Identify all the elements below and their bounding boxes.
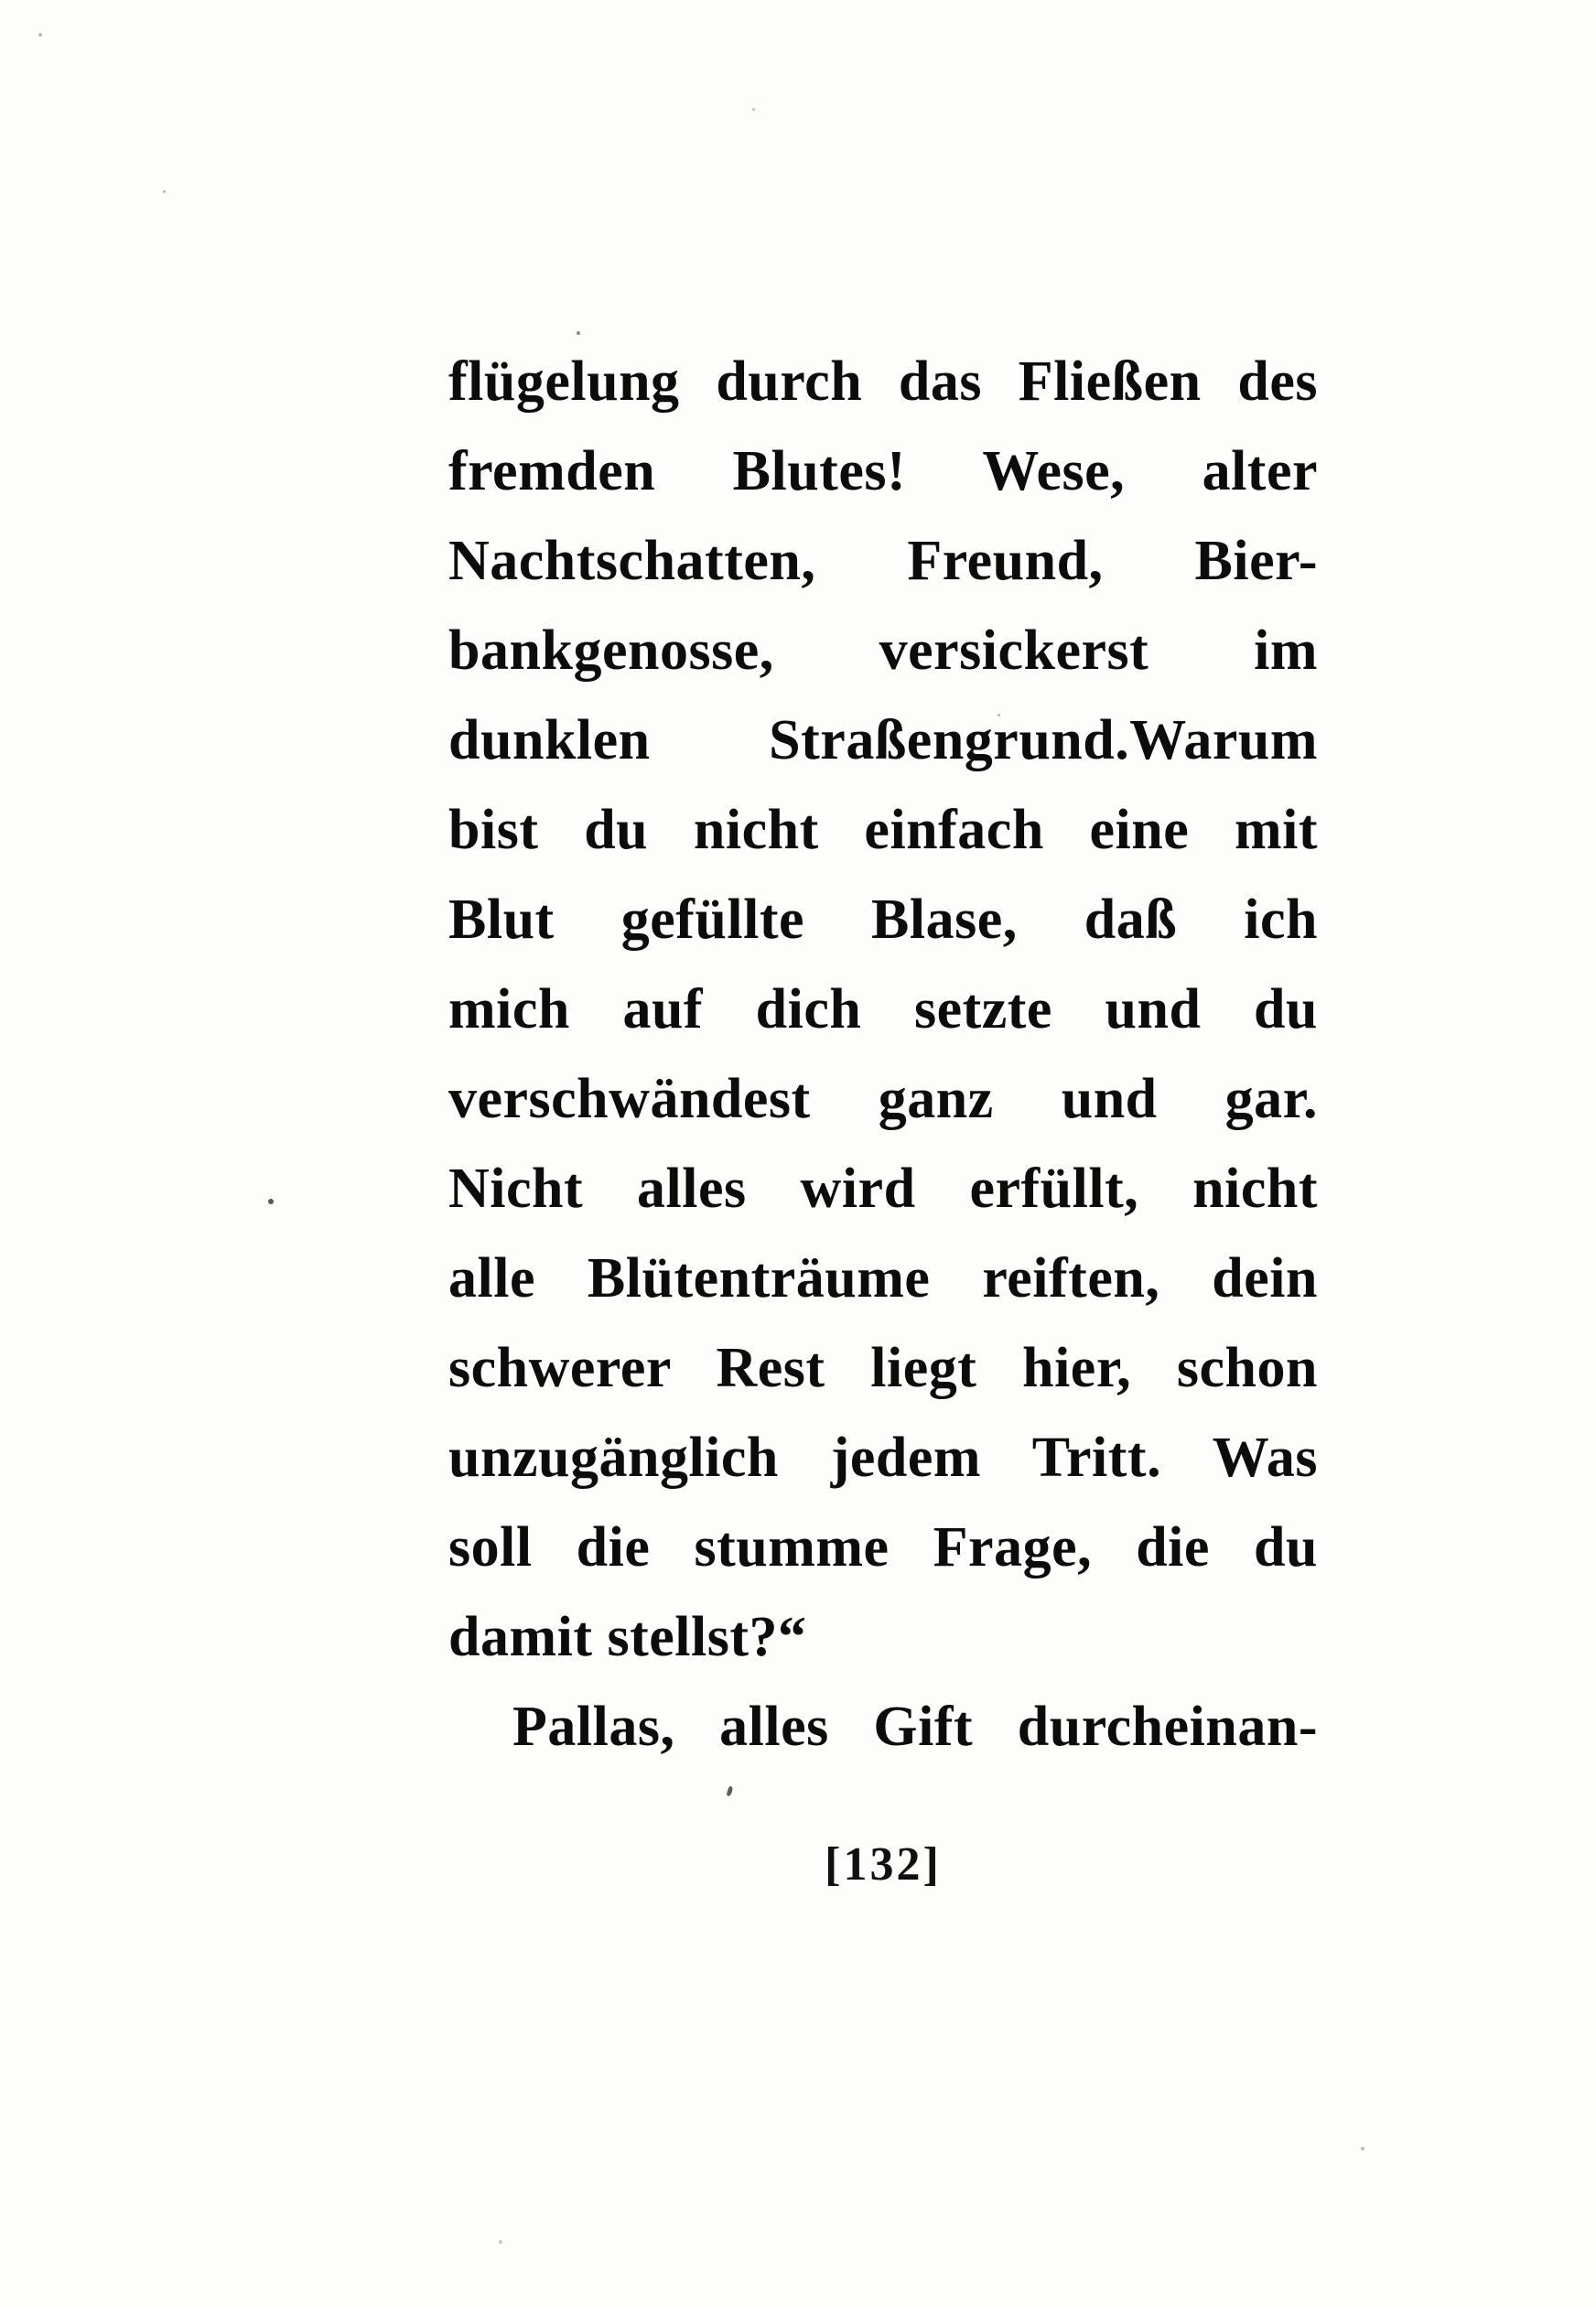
- scan-speck: [726, 1785, 733, 1796]
- scan-speck: [499, 2240, 502, 2244]
- scan-speck: [752, 108, 755, 111]
- text-line: mich auf dich setzte und du: [448, 978, 1318, 1040]
- text-line: dunklen Straßengrund.Warum: [448, 709, 1318, 771]
- text-line: fremden Blutes! Wese, alter: [448, 440, 1318, 502]
- text-line: damit stellst?“: [448, 1606, 807, 1668]
- text-line: Blut gefüllte Blase, daß ich: [448, 889, 1318, 951]
- text-line: bankgenosse, versickerst im: [448, 620, 1318, 682]
- scan-speck: [998, 714, 1000, 717]
- text-line: flügelung durch das Fließen des: [448, 350, 1318, 413]
- scan-speck: [577, 331, 580, 335]
- text-line: bist du nicht einfach eine mit: [448, 799, 1318, 861]
- text-line: alle Blütenträume reiften, dein: [448, 1247, 1318, 1309]
- text-line: soll die stumme Frage, die du: [448, 1516, 1318, 1579]
- scan-speck: [163, 190, 166, 193]
- text-line: Pallas, alles Gift durcheinan-: [512, 1696, 1318, 1758]
- text-line: schwerer Rest liegt hier, schon: [448, 1337, 1318, 1399]
- scan-speck: [38, 33, 42, 37]
- scan-speck: [1361, 2147, 1364, 2150]
- scan-speck: [268, 1199, 274, 1204]
- text-line: verschwändest ganz und gar.: [448, 1068, 1318, 1130]
- text-line: unzugänglich jedem Tritt. Was: [448, 1427, 1318, 1489]
- text-line: Nicht alles wird erfüllt, nicht: [448, 1158, 1318, 1220]
- text-line: Nachtschatten, Freund, Bier-: [448, 530, 1318, 592]
- page-number: [132]: [825, 1838, 942, 1891]
- text-block: [448, 337, 1318, 1772]
